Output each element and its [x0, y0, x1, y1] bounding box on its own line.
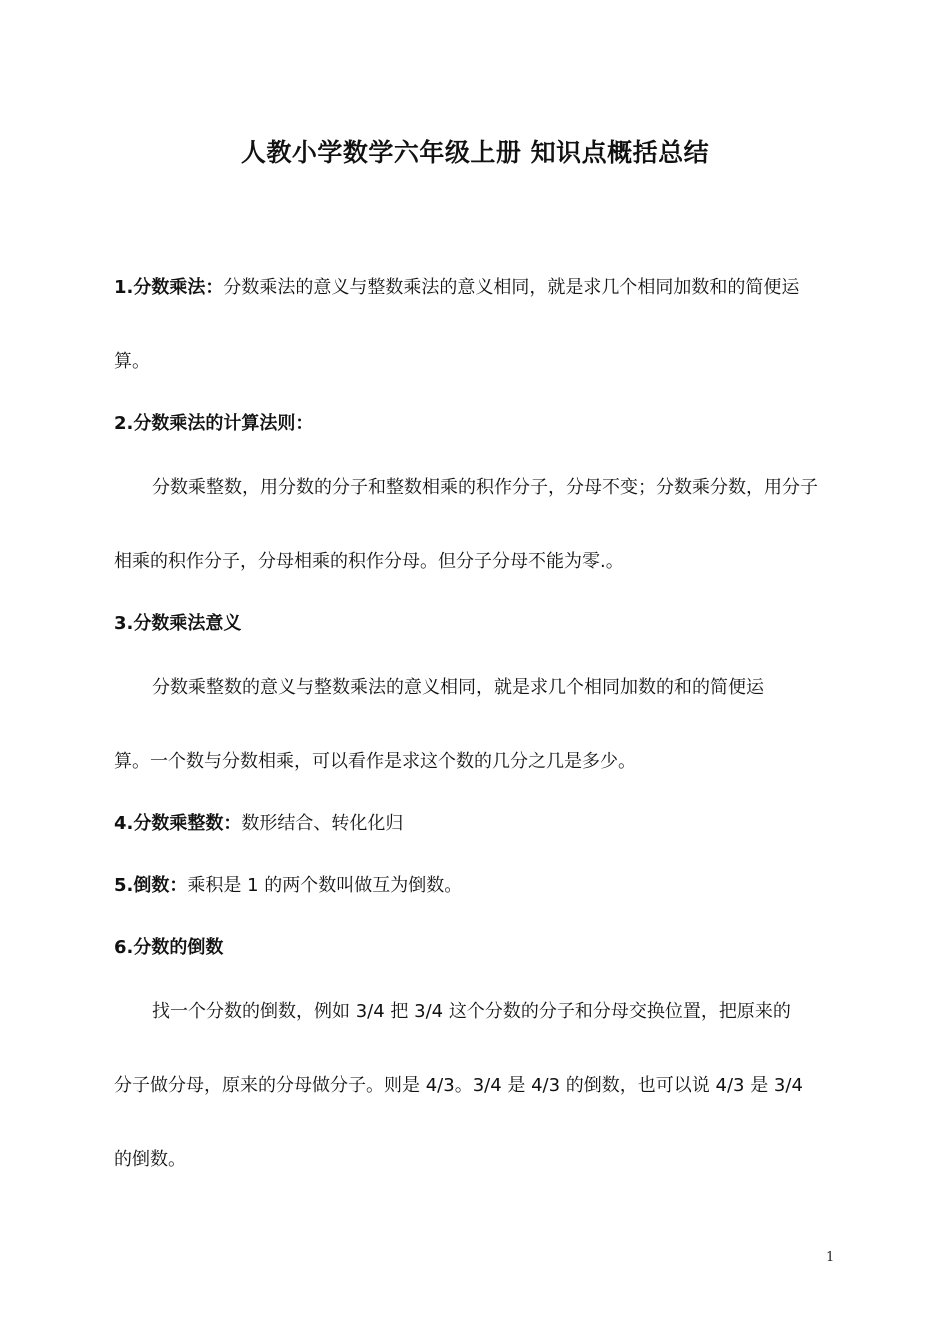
section-1-heading: 1.分数乘法： — [114, 277, 224, 298]
page-number: 1 — [826, 1250, 835, 1265]
section-6-heading: 6.分数的倒数 — [114, 937, 224, 958]
section-5-line — [114, 874, 844, 898]
section-2-heading: 2.分数乘法的计算法则： — [114, 413, 314, 434]
section-4-line — [114, 812, 844, 836]
section-6-line-2: 分子做分母，原来的分母做分子。则是 4/3。3/4 是 4/3 的倒数，也可以说 4/3 是 3/4 — [114, 1075, 803, 1096]
section-3-heading: 3.分数乘法意义 — [114, 613, 242, 634]
section-5-text: 乘积是 1 的两个数叫做互为倒数。 — [187, 875, 463, 896]
section-6-line-1: 找一个分数的倒数，例如 3/4 把 3/4 这个分数的分子和分母交换位置，把原来的 — [152, 1001, 791, 1022]
section-6-line-3: 的倒数。 — [114, 1149, 186, 1170]
section-1-line-2: 算。 — [114, 351, 150, 372]
section-2-line-2: 相乘的积作分子，分母相乘的积作分母。但分子分母不能为零.。 — [114, 551, 624, 572]
section-3-line-2: 算。一个数与分数相乘，可以看作是求这个数的几分之几是多少。 — [114, 751, 636, 772]
section-1-line-1 — [114, 276, 844, 300]
section-4-text: 数形结合、转化化归 — [241, 813, 404, 834]
section-4-heading: 4.分数乘整数： — [114, 813, 242, 834]
section-2-line-1: 分数乘整数，用分数的分子和整数相乘的积作分子，分母不变；分数乘分数，用分子 — [152, 477, 818, 498]
document-title: 人教小学数学六年级上册 知识点概括总结 — [240, 138, 710, 167]
section-1-text: 分数乘法的意义与整数乘法的意义相同，就是求几个相同加数和的简便运 — [223, 277, 800, 298]
section-3-line-1: 分数乘整数的意义与整数乘法的意义相同，就是求几个相同加数的和的简便运 — [152, 677, 764, 698]
section-5-heading: 5.倒数： — [114, 875, 188, 896]
